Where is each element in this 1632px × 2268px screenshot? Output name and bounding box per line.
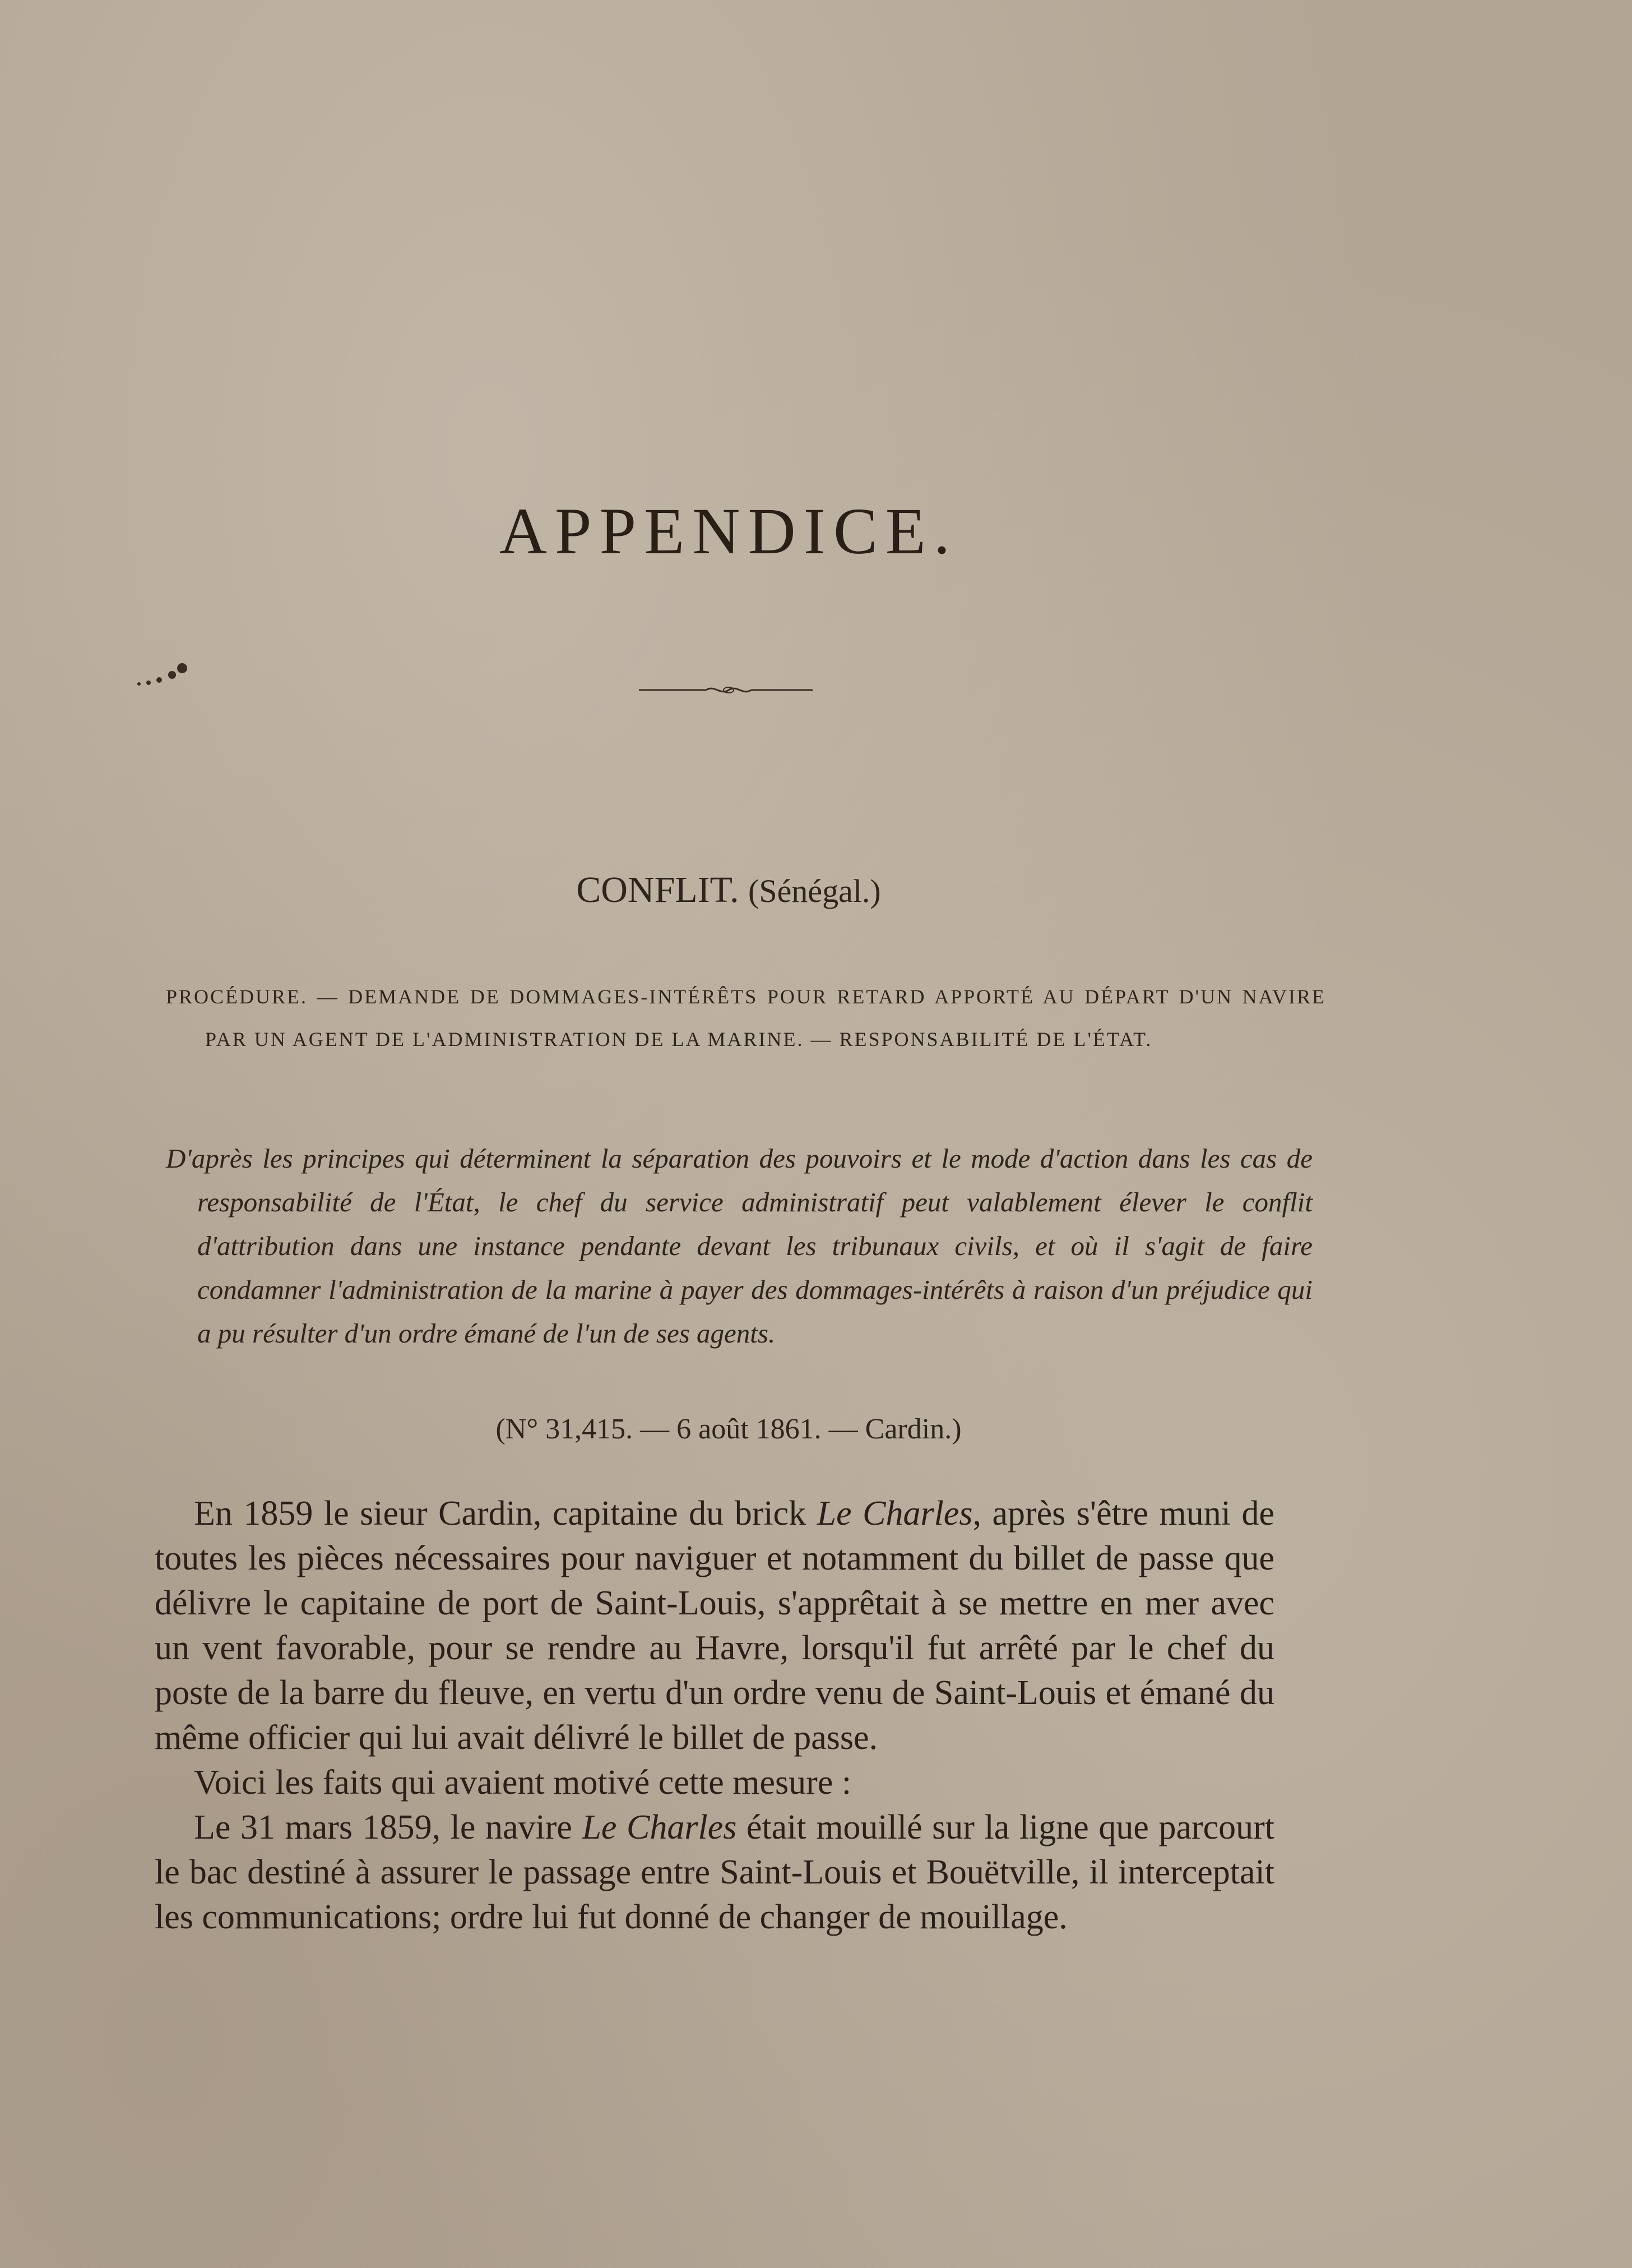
- ink-specks-decoration: [118, 656, 196, 695]
- paragraph-1: [155, 1491, 1274, 1760]
- section-heading-region: (Sénégal.): [748, 873, 881, 909]
- ship-name: Le Charles: [817, 1494, 973, 1533]
- headnote-lead: D'après les principes qui déterminent la séparation des pouvoirs et le mode d'action dans: [166, 1143, 1190, 1174]
- headnote-rest: les cas de responsabilité de l'État, le chef du service administratif peut valablement élever le conflit d'attribution dans une instance pendante devant les tribunaux civils, et où il s'agit de faire condamner l'administration de la marine à payer des dommages-intérêts à raison d'un préjudice qui a pu résulter d'un ordre émané de l'un de ses agents.: [197, 1143, 1313, 1349]
- ship-name: Le Charles: [582, 1808, 737, 1846]
- paragraph-3-text-b: était mouillé sur la ligne que parcourt le bac destiné à assurer le passage entre Saint-Louis et Bouëtville, il interceptait les communications; ordre lui fut donné de changer de mouillage.: [155, 1808, 1274, 1936]
- paragraph-3-text-a: Le 31 mars 1859, le navire: [194, 1808, 582, 1846]
- section-heading: [0, 869, 1457, 911]
- paragraph-2: Voici les faits qui avaient motivé cette mesure :: [194, 1764, 852, 1802]
- case-summary-rest: D'UN NAVIRE PAR UN AGENT DE L'ADMINISTRATION DE LA MARINE. — RESPONSABILITÉ DE L'ÉTAT.: [205, 985, 1327, 1050]
- body-text: [155, 1491, 1274, 1940]
- decision-reference: (N° 31,415. — 6 août 1861. — Cardin.): [495, 1413, 962, 1445]
- title-rule-ornament: [639, 682, 813, 698]
- paragraph-1-text-a: En 1859 le sieur Cardin, capitaine du brick: [194, 1494, 817, 1533]
- case-summary: [166, 975, 1326, 1061]
- paragraph-3: [155, 1805, 1274, 1940]
- case-summary-first-line: PROCÉDURE. — DEMANDE DE DOMMAGES-INTÉRÊTS POUR RETARD APPORTÉ AU DÉPART: [166, 985, 1170, 1008]
- paragraph-1-text-b: , après s'être muni de toutes les pièces nécessaires pour naviguer et notamment du billet de passe que délivre le capitaine de port de Saint-Louis, s'apprêtait à se mettre en mer avec un vent favorable, pour se rendre au Havre, lorsqu'il fut arrêté par le chef du poste de la barre du fleuve, en vertu d'un ordre venu de Saint-Louis et émané du même officier qui lui avait délivré le billet de passe.: [155, 1494, 1274, 1757]
- headnote: [166, 1137, 1313, 1355]
- page-title: APPENDICE.: [499, 494, 958, 568]
- section-heading-main: CONFLIT.: [576, 869, 739, 910]
